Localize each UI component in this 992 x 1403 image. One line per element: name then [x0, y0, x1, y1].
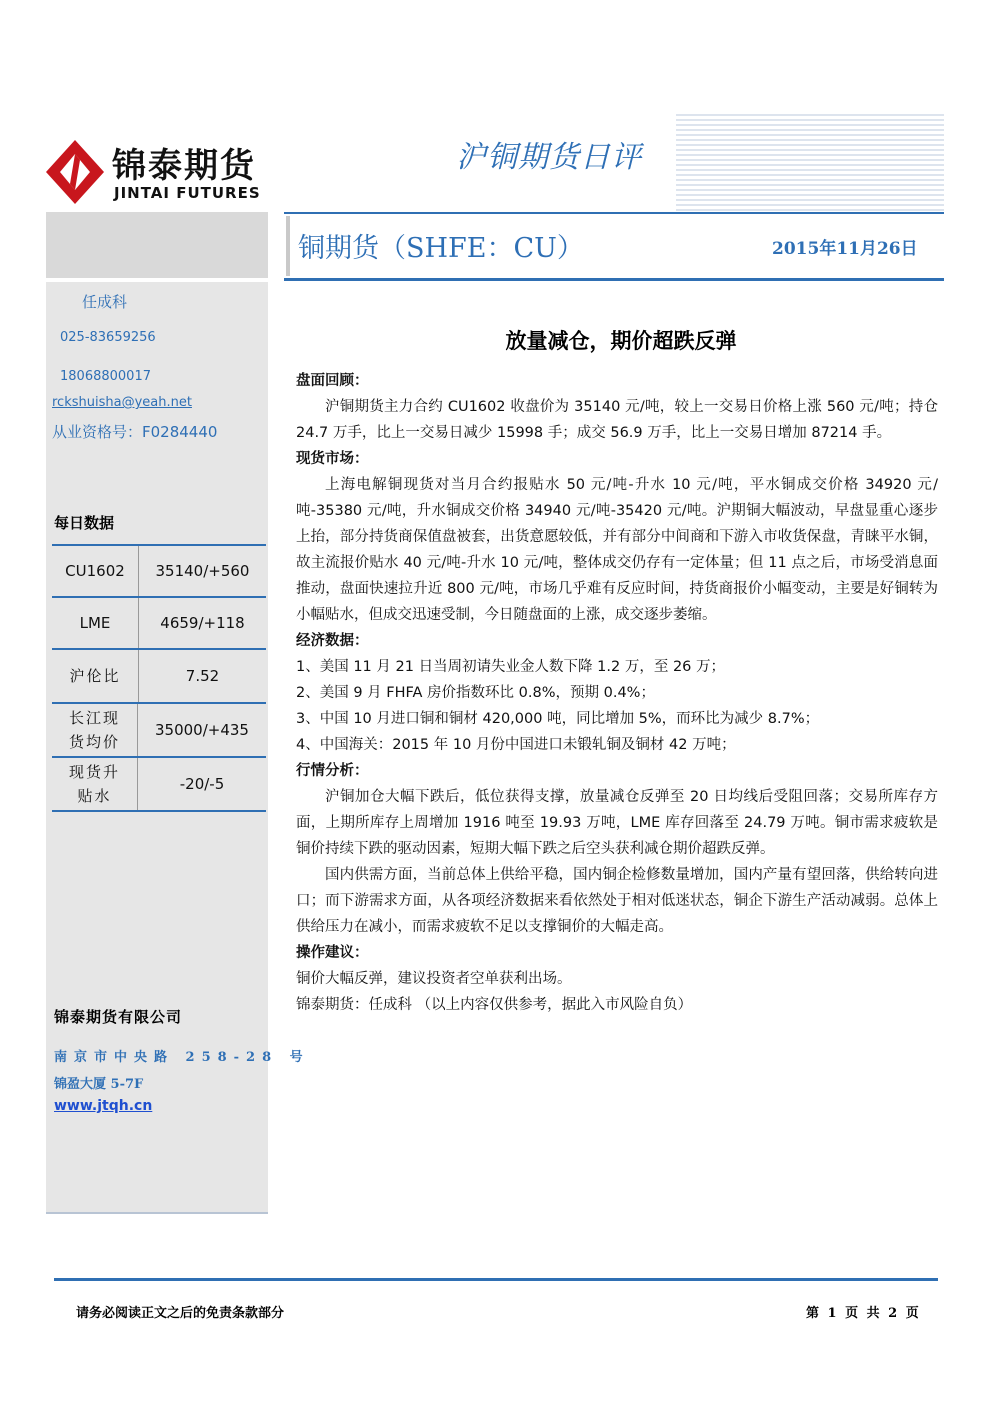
article-body — [296, 368, 938, 1018]
advice-paragraph: 铜价大幅反弹，建议投资者空单获利出场。 — [296, 971, 572, 987]
report-title: 沪铜期货日评 — [456, 140, 642, 175]
signoff: 锦泰期货：任成科 （以上内容仅供参考，据此入市风险自负） — [296, 997, 693, 1013]
section-title-review: 盘面回顾： — [296, 372, 369, 389]
company-address-line2: 锦盈大厦 5-7F — [54, 1077, 144, 1092]
row-value: -20/-5 — [179, 775, 225, 793]
table-row — [52, 756, 266, 812]
analysis-paragraph: 沪铜加仓大幅下跌后，低位获得支撑，放量减仓反弹至 20 日均线后受阻回落；交易所库存方面，上期所库存上周增加 1916 吨至 19.93 万吨，LME 库存回落至 24.79 万吨。铜市需求疲软是铜价持续下跌的驱动因素，短期大幅下跌之后空头获利减仓期价超跌反弹。 — [296, 789, 938, 857]
analyst-mobile: 18068800017 — [60, 369, 151, 384]
jintai-logo-icon — [46, 140, 104, 204]
economic-item: 3、中国 10 月进口铜和铜材 420,000 吨，同比增加 5%，而环比为减少 8.7%； — [296, 711, 820, 727]
analyst-phone: 025-83659256 — [60, 330, 156, 345]
row-value: 7.52 — [185, 667, 220, 685]
review-paragraph: 沪铜期货主力合约 CU1602 收盘价为 35140 元/吨，较上一交易日价格上涨 560 元/吨；持仓 24.7 万手，比上一交易日减少 15998 手；成交 56.9 万手，比上一交易日增加 87214 手。 — [296, 399, 938, 441]
product-title: 铜期货（SHFE：CU） — [298, 233, 584, 264]
table-row — [52, 596, 266, 648]
header-accent-bar — [286, 216, 290, 276]
daily-data-table — [52, 544, 266, 812]
row-value: 35000/+435 — [155, 721, 249, 739]
row-value: 35140/+560 — [155, 562, 250, 580]
analysis-paragraph: 国内供需方面，当前总体上供给平稳，国内铜企检修数量增加，国内产量有望回落，供给转向进口；而下游需求方面，从各项经济数据来看依然处于相对低迷状态，铜企下游生产活动减弱。总体上供给压力在减小，而需求疲软不足以支撑铜价的大幅走高。 — [296, 867, 938, 935]
economic-item: 4、中国海关：2015 年 10 月份中国进口未锻轧铜及铜材 42 万吨； — [296, 737, 736, 753]
company-address-line1: 南京市中央路 258-28 号 — [54, 1050, 310, 1065]
section-title-analysis: 行情分析： — [296, 762, 369, 779]
economic-item: 1、美国 11 月 21 日当周初请失业金人数下降 1.2 万，至 26 万； — [296, 659, 726, 675]
analyst-qualification: 从业资格号：F0284440 — [52, 423, 218, 441]
header-left-band — [46, 212, 268, 278]
table-row — [52, 702, 266, 756]
report-date: 2015年11月26日 — [772, 239, 918, 259]
daily-data-title: 每日数据 — [54, 514, 115, 532]
section-title-advice: 操作建议： — [296, 944, 369, 961]
table-row — [52, 544, 266, 596]
section-title-spot: 现货市场： — [296, 450, 369, 467]
row-value: 4659/+118 — [160, 614, 245, 632]
economic-item: 2、美国 9 月 FHFA 房价指数环比 0.8%，预期 0.4%； — [296, 685, 655, 701]
header-rule-bottom — [284, 278, 944, 281]
analyst-name: 任成科 — [82, 293, 128, 311]
analyst-email-link[interactable]: rckshuisha@yeah.net — [52, 395, 192, 410]
table-row — [52, 648, 266, 702]
footer-rule — [54, 1278, 938, 1281]
brand-name-en: JINTAI FUTURES — [114, 184, 261, 202]
row-label: 现货升贴水 — [52, 758, 138, 810]
footer-disclaimer: 请务必阅读正文之后的免责条款部分 — [76, 1306, 285, 1321]
row-label: 沪伦比 — [52, 650, 139, 702]
company-website-link[interactable]: www.jtqh.cn — [54, 1098, 153, 1114]
page-number: 第 1 页 共 2 页 — [806, 1306, 921, 1321]
row-label: 长江现货均价 — [52, 704, 138, 756]
row-label: LME — [52, 598, 139, 648]
section-title-economic: 经济数据： — [296, 632, 369, 649]
header-rule-top — [284, 212, 944, 214]
article-headline: 放量减仓，期价超跌反弹 — [505, 328, 737, 353]
brand-name-cn: 锦泰期货 — [112, 146, 256, 186]
spot-paragraph: 上海电解铜现货对当月合约报贴水 50 元/吨-升水 10 元/吨，平水铜成交价格 34920 元/吨-35380 元/吨，升水铜成交价格 34940 元/吨-35420 元/吨。沪期铜大幅波动，早盘显重心逐步上抬，部分持货商保值盘被套，出货意愿较低，并有部分中间商和下游入市收货保盘，青睐平水铜，故主流报价贴水 40 元/吨-升水 10 元/吨，整体成交仍存有一定体量；但 11 点之后，市场受消息面推动，盘面快速拉升近 800 元/吨，市场几乎难有反应时间，持货商报价小幅变动，主要是好铜转为小幅贴水，但成交迅速受制，今日随盘面的上涨，成交逐步萎缩。 — [296, 477, 938, 623]
header-stripes — [676, 114, 944, 212]
row-label: CU1602 — [52, 546, 139, 596]
company-name: 锦泰期货有限公司 — [54, 1008, 183, 1026]
